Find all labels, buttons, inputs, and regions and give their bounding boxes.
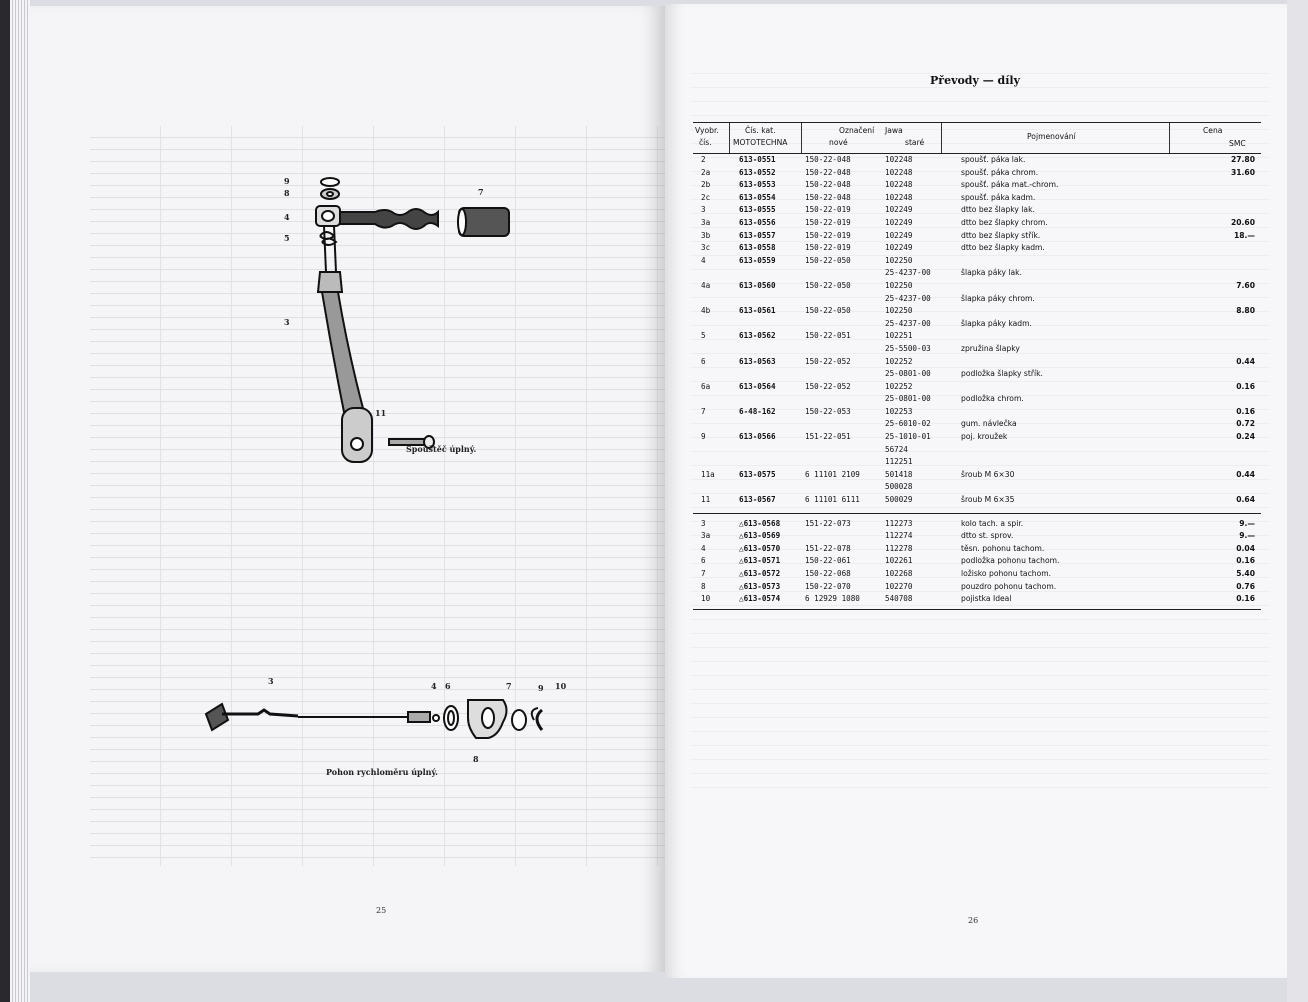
cell-vyobr: 4 bbox=[701, 255, 706, 265]
cell-name: spoušť. páka mat.-chrom. bbox=[961, 180, 1059, 190]
table-row bbox=[693, 242, 1261, 255]
table-row bbox=[693, 568, 1261, 581]
cell-price: 8.80 bbox=[1236, 306, 1255, 316]
cell-name: podložka pohonu tachom. bbox=[961, 556, 1060, 566]
cell-kat: 613-0560 bbox=[739, 280, 776, 290]
table-row bbox=[693, 456, 1261, 469]
page-stack bbox=[10, 0, 30, 1002]
cell-nove: 150-22-019 bbox=[805, 230, 851, 240]
callout-7b: 7 bbox=[506, 681, 512, 691]
table-row bbox=[693, 230, 1261, 243]
cell-stare: 102249 bbox=[885, 205, 913, 215]
callout-4: 4 bbox=[284, 212, 290, 222]
cell-price: 31.60 bbox=[1230, 167, 1255, 177]
header-cena: Cena bbox=[1203, 126, 1223, 135]
cell-stare: 102248 bbox=[885, 192, 913, 202]
table-row bbox=[693, 481, 1261, 494]
table-row bbox=[693, 318, 1261, 331]
kick-starter-figure bbox=[280, 172, 540, 472]
cell-name: šlapka páky kadm. bbox=[961, 318, 1032, 328]
cell-price: 0.24 bbox=[1236, 432, 1255, 442]
table-row bbox=[693, 343, 1261, 356]
cell-name: dtto bez šlapky střík. bbox=[961, 230, 1041, 240]
cell-name: ložisko pohonu tachom. bbox=[961, 569, 1052, 578]
table-row bbox=[693, 406, 1261, 419]
header-vyobr-2: čís. bbox=[699, 138, 712, 147]
table-row bbox=[693, 581, 1261, 594]
table-row bbox=[693, 255, 1261, 268]
cell-vyobr: 3c bbox=[701, 243, 711, 253]
cell-vyobr: 6a bbox=[701, 381, 711, 391]
cell-kat: △613-0573 bbox=[739, 581, 781, 591]
cell-vyobr: 2 bbox=[701, 155, 706, 164]
cell-kat: 6-48-162 bbox=[739, 406, 776, 416]
cell-vyobr: 4a bbox=[701, 280, 711, 290]
cell-vyobr: 7 bbox=[701, 406, 706, 416]
cell-stare: 102252 bbox=[885, 381, 913, 391]
table-row bbox=[693, 293, 1261, 306]
cell-vyobr: 2b bbox=[701, 180, 711, 190]
callout-3b: 3 bbox=[268, 676, 274, 686]
cell-kat: 613-0552 bbox=[739, 167, 776, 177]
cell-price: 0.72 bbox=[1236, 419, 1255, 429]
cell-kat: △613-0571 bbox=[739, 556, 781, 566]
table-row bbox=[693, 179, 1261, 192]
cell-name: šlapka páky lak. bbox=[961, 268, 1022, 278]
col-divider bbox=[1169, 123, 1170, 153]
cell-name: dtto bez šlapky lak. bbox=[961, 205, 1035, 215]
callout-6b: 6 bbox=[445, 681, 451, 691]
cell-price: 5.40 bbox=[1236, 569, 1255, 578]
cell-price: 7.60 bbox=[1236, 280, 1255, 290]
cell-price: 0.16 bbox=[1236, 594, 1255, 604]
callout-3: 3 bbox=[284, 317, 290, 327]
cell-nove: 150-22-019 bbox=[805, 205, 851, 215]
cell-vyobr: 4 bbox=[701, 543, 706, 553]
cell-stare: 102261 bbox=[885, 556, 913, 566]
cell-nove: 150-22-019 bbox=[805, 217, 851, 227]
cell-stare: 102268 bbox=[885, 569, 913, 578]
cell-price: 9.— bbox=[1239, 518, 1255, 528]
parts-table bbox=[693, 122, 1261, 610]
cell-stare: 102248 bbox=[885, 155, 913, 164]
cell-nove: 6 12929 1080 bbox=[805, 594, 860, 604]
cell-name: podložka chrom. bbox=[961, 394, 1024, 404]
cell-kat: 613-0558 bbox=[739, 243, 776, 253]
cell-vyobr: 3a bbox=[701, 217, 711, 227]
cell-name: kolo tach. a spir. bbox=[961, 518, 1024, 528]
cell-vyobr: 4b bbox=[701, 306, 711, 316]
cell-vyobr: 2a bbox=[701, 167, 711, 177]
cell-stare: 112278 bbox=[885, 543, 913, 553]
cell-nove: 151-22-051 bbox=[805, 432, 851, 442]
cell-kat: 613-0559 bbox=[739, 255, 776, 265]
callout-4b: 4 bbox=[431, 681, 437, 691]
cell-kat: 613-0554 bbox=[739, 192, 776, 202]
cell-stare: 102252 bbox=[885, 356, 913, 366]
book-page-edges bbox=[0, 0, 30, 1002]
table-row bbox=[693, 330, 1261, 343]
cell-stare: 25-4237-00 bbox=[885, 268, 931, 278]
cell-stare: 25-6010-02 bbox=[885, 419, 931, 429]
table-row bbox=[693, 381, 1261, 394]
left-page bbox=[30, 6, 665, 972]
cell-nove: 150-22-050 bbox=[805, 280, 851, 290]
cell-stare: 112251 bbox=[885, 457, 913, 467]
cell-name: šroub M 6×30 bbox=[961, 469, 1015, 479]
table-row bbox=[693, 444, 1261, 457]
cell-stare: 102250 bbox=[885, 280, 913, 290]
table-row bbox=[693, 154, 1261, 167]
col-divider bbox=[801, 123, 802, 153]
cell-stare: 102250 bbox=[885, 255, 913, 265]
cell-kat: 613-0555 bbox=[739, 205, 776, 215]
table-row bbox=[693, 543, 1261, 556]
table-row bbox=[693, 356, 1261, 369]
table-row bbox=[693, 192, 1261, 205]
callout-9: 9 bbox=[284, 176, 290, 186]
callout-8: 8 bbox=[284, 188, 290, 198]
cell-stare: 102250 bbox=[885, 306, 913, 316]
cell-nove: 6 11101 2109 bbox=[805, 469, 860, 479]
table-row bbox=[693, 393, 1261, 406]
cell-vyobr: 3a bbox=[701, 531, 711, 541]
cell-nove: 150-22-070 bbox=[805, 581, 851, 591]
header-smc: SMC bbox=[1229, 139, 1246, 148]
cell-nove: 150-22-048 bbox=[805, 180, 851, 190]
cell-kat: 613-0553 bbox=[739, 180, 776, 190]
speedometer-drive-figure bbox=[198, 690, 578, 760]
table-header bbox=[693, 122, 1261, 154]
cell-stare: 112273 bbox=[885, 518, 913, 528]
cell-price: 0.76 bbox=[1236, 581, 1255, 591]
header-nove: nové bbox=[829, 138, 848, 147]
cell-kat: 613-0564 bbox=[739, 381, 776, 391]
cell-nove: 150-22-052 bbox=[805, 356, 851, 366]
cell-kat: △613-0568 bbox=[739, 518, 781, 528]
table-row bbox=[693, 267, 1261, 280]
header-pojmenovani: Pojmenování bbox=[1027, 132, 1076, 141]
cell-kat: 613-0556 bbox=[739, 217, 776, 227]
cell-kat: △613-0569 bbox=[739, 531, 781, 541]
cell-name: poj. kroužek bbox=[961, 432, 1008, 442]
cell-kat: 613-0561 bbox=[739, 306, 776, 316]
cell-stare: 102248 bbox=[885, 180, 913, 190]
page-number-right: 26 bbox=[968, 916, 979, 925]
cell-nove: 150-22-051 bbox=[805, 331, 851, 341]
table-row bbox=[693, 368, 1261, 381]
cell-nove: 150-22-068 bbox=[805, 569, 851, 578]
cell-price: 18.— bbox=[1233, 230, 1255, 240]
cell-nove: 150-22-061 bbox=[805, 556, 851, 566]
cell-price: 0.64 bbox=[1236, 495, 1255, 505]
cell-vyobr: 9 bbox=[701, 432, 706, 442]
cell-name: šroub M 6×35 bbox=[961, 495, 1015, 505]
cell-stare: 102249 bbox=[885, 217, 913, 227]
cell-nove: 150-22-052 bbox=[805, 381, 851, 391]
cell-kat: 613-0562 bbox=[739, 331, 776, 341]
cell-stare: 102270 bbox=[885, 581, 913, 591]
cell-name: šlapka páky chrom. bbox=[961, 293, 1035, 303]
cell-name: pojistka Ideal bbox=[961, 594, 1012, 604]
cell-vyobr: 11a bbox=[701, 469, 715, 479]
cell-name: spoušť. páka lak. bbox=[961, 155, 1026, 164]
header-stare: staré bbox=[905, 138, 925, 147]
cell-vyobr: 6 bbox=[701, 556, 706, 566]
cell-vyobr: 2c bbox=[701, 192, 711, 202]
cell-kat: 613-0567 bbox=[739, 495, 776, 505]
cell-name: pouzdro pohonu tachom. bbox=[961, 581, 1057, 591]
cell-price: 0.16 bbox=[1236, 406, 1255, 416]
callout-9b: 9 bbox=[538, 683, 544, 693]
cell-name: dtto st. sprov. bbox=[961, 531, 1014, 541]
cell-name: dtto bez šlapky chrom. bbox=[961, 217, 1048, 227]
header-jawa: Jawa bbox=[885, 126, 903, 135]
cell-nove: 150-22-048 bbox=[805, 155, 851, 164]
cell-price: 20.60 bbox=[1230, 217, 1255, 227]
cell-stare: 501418 bbox=[885, 469, 913, 479]
cell-name: dtto bez šlapky kadm. bbox=[961, 243, 1045, 253]
cell-nove: 151-22-078 bbox=[805, 543, 851, 553]
cell-kat: △613-0572 bbox=[739, 569, 781, 578]
table-body-speedometer bbox=[693, 514, 1261, 606]
table-body-starter bbox=[693, 154, 1261, 507]
table-row bbox=[693, 555, 1261, 568]
cell-nove: 150-22-048 bbox=[805, 192, 851, 202]
cell-stare: 500029 bbox=[885, 495, 913, 505]
cell-stare: 25-0801-00 bbox=[885, 394, 931, 404]
cell-vyobr: 10 bbox=[701, 594, 711, 604]
cell-nove: 150-22-048 bbox=[805, 167, 851, 177]
col-divider bbox=[941, 123, 942, 153]
cell-kat: 613-0575 bbox=[739, 469, 776, 479]
cell-stare: 102248 bbox=[885, 167, 913, 177]
cell-stare: 500028 bbox=[885, 482, 913, 492]
table-row bbox=[693, 204, 1261, 217]
cell-stare: 25-4237-00 bbox=[885, 318, 931, 328]
header-oznaceni: Označení bbox=[839, 126, 875, 135]
kick-starter-caption: Spouštěč úplný. bbox=[406, 444, 477, 454]
table-row bbox=[693, 469, 1261, 482]
header-vyobr-1: Vyobr. bbox=[695, 126, 719, 135]
cell-price: 0.44 bbox=[1236, 469, 1255, 479]
cell-nove: 151-22-073 bbox=[805, 518, 851, 528]
table-row bbox=[693, 280, 1261, 293]
callout-5: 5 bbox=[284, 233, 290, 243]
cell-name: spoušť. páka kadm. bbox=[961, 192, 1036, 202]
cell-kat: 613-0551 bbox=[739, 155, 776, 164]
cell-stare: 102253 bbox=[885, 406, 913, 416]
cell-price: 9.— bbox=[1239, 531, 1255, 541]
cell-price: 0.44 bbox=[1236, 356, 1255, 366]
cell-vyobr: 3b bbox=[701, 230, 711, 240]
callout-11: 11 bbox=[375, 408, 387, 418]
cell-stare: 102249 bbox=[885, 243, 913, 253]
table-bottom-rule bbox=[693, 606, 1261, 610]
cell-name: gum. návlečka bbox=[961, 419, 1017, 429]
cell-stare: 102249 bbox=[885, 230, 913, 240]
cell-name: zpružina šlapky bbox=[961, 343, 1020, 353]
section-divider bbox=[693, 507, 1261, 514]
cell-stare: 102251 bbox=[885, 331, 913, 341]
table-row bbox=[693, 530, 1261, 543]
cell-vyobr: 6 bbox=[701, 356, 706, 366]
callout-7: 7 bbox=[478, 187, 484, 197]
cell-stare: 25-4237-00 bbox=[885, 293, 931, 303]
table-row bbox=[693, 418, 1261, 431]
table-row bbox=[693, 431, 1261, 444]
table-row bbox=[693, 217, 1261, 230]
page-title: Převody — díly bbox=[930, 74, 1020, 87]
cell-price: 0.16 bbox=[1236, 381, 1255, 391]
cell-name: spoušť. páka chrom. bbox=[961, 167, 1039, 177]
cell-nove: 150-22-050 bbox=[805, 306, 851, 316]
speedometer-caption: Pohon rychloměru úplný. bbox=[326, 767, 438, 777]
cell-nove: 6 11101 6111 bbox=[805, 495, 860, 505]
col-divider bbox=[729, 123, 730, 153]
table-row bbox=[693, 518, 1261, 531]
table-row bbox=[693, 167, 1261, 180]
cell-vyobr: 5 bbox=[701, 331, 706, 341]
callout-10b: 10 bbox=[555, 681, 567, 691]
page-number-left: 25 bbox=[376, 906, 387, 915]
cell-stare: 25-5500-03 bbox=[885, 343, 931, 353]
cell-kat: △613-0574 bbox=[739, 594, 781, 604]
cell-name: těsn. pohonu tachom. bbox=[961, 543, 1045, 553]
cell-price: 0.16 bbox=[1236, 556, 1255, 566]
cell-stare: 540708 bbox=[885, 594, 913, 604]
cell-kat: △613-0570 bbox=[739, 543, 781, 553]
cell-nove: 150-22-053 bbox=[805, 406, 851, 416]
right-edge bbox=[1287, 0, 1308, 1002]
cell-kat: 613-0563 bbox=[739, 356, 776, 366]
table-row bbox=[693, 593, 1261, 606]
cell-stare: 25-0801-00 bbox=[885, 369, 931, 379]
callout-8b: 8 bbox=[473, 754, 479, 764]
cell-name: podložka šlapky střík. bbox=[961, 369, 1043, 379]
header-kat-1: Čís. kat. bbox=[745, 126, 776, 135]
cell-kat: 613-0566 bbox=[739, 432, 776, 442]
table-row bbox=[693, 305, 1261, 318]
cell-vyobr: 3 bbox=[701, 518, 706, 528]
cell-stare: 112274 bbox=[885, 531, 913, 541]
cell-price: 0.04 bbox=[1236, 543, 1255, 553]
cell-vyobr: 3 bbox=[701, 205, 706, 215]
table-row bbox=[693, 494, 1261, 507]
cell-stare: 25-1010-01 bbox=[885, 432, 931, 442]
cell-nove: 150-22-019 bbox=[805, 243, 851, 253]
cell-vyobr: 8 bbox=[701, 581, 706, 591]
cell-kat: 613-0557 bbox=[739, 230, 776, 240]
cell-stare: 56724 bbox=[885, 444, 908, 454]
cell-vyobr: 7 bbox=[701, 569, 706, 578]
cell-price: 27.80 bbox=[1230, 155, 1255, 164]
header-kat-2: MOTOTECHNA bbox=[733, 138, 788, 147]
cell-nove: 150-22-050 bbox=[805, 255, 851, 265]
cell-vyobr: 11 bbox=[701, 495, 711, 505]
